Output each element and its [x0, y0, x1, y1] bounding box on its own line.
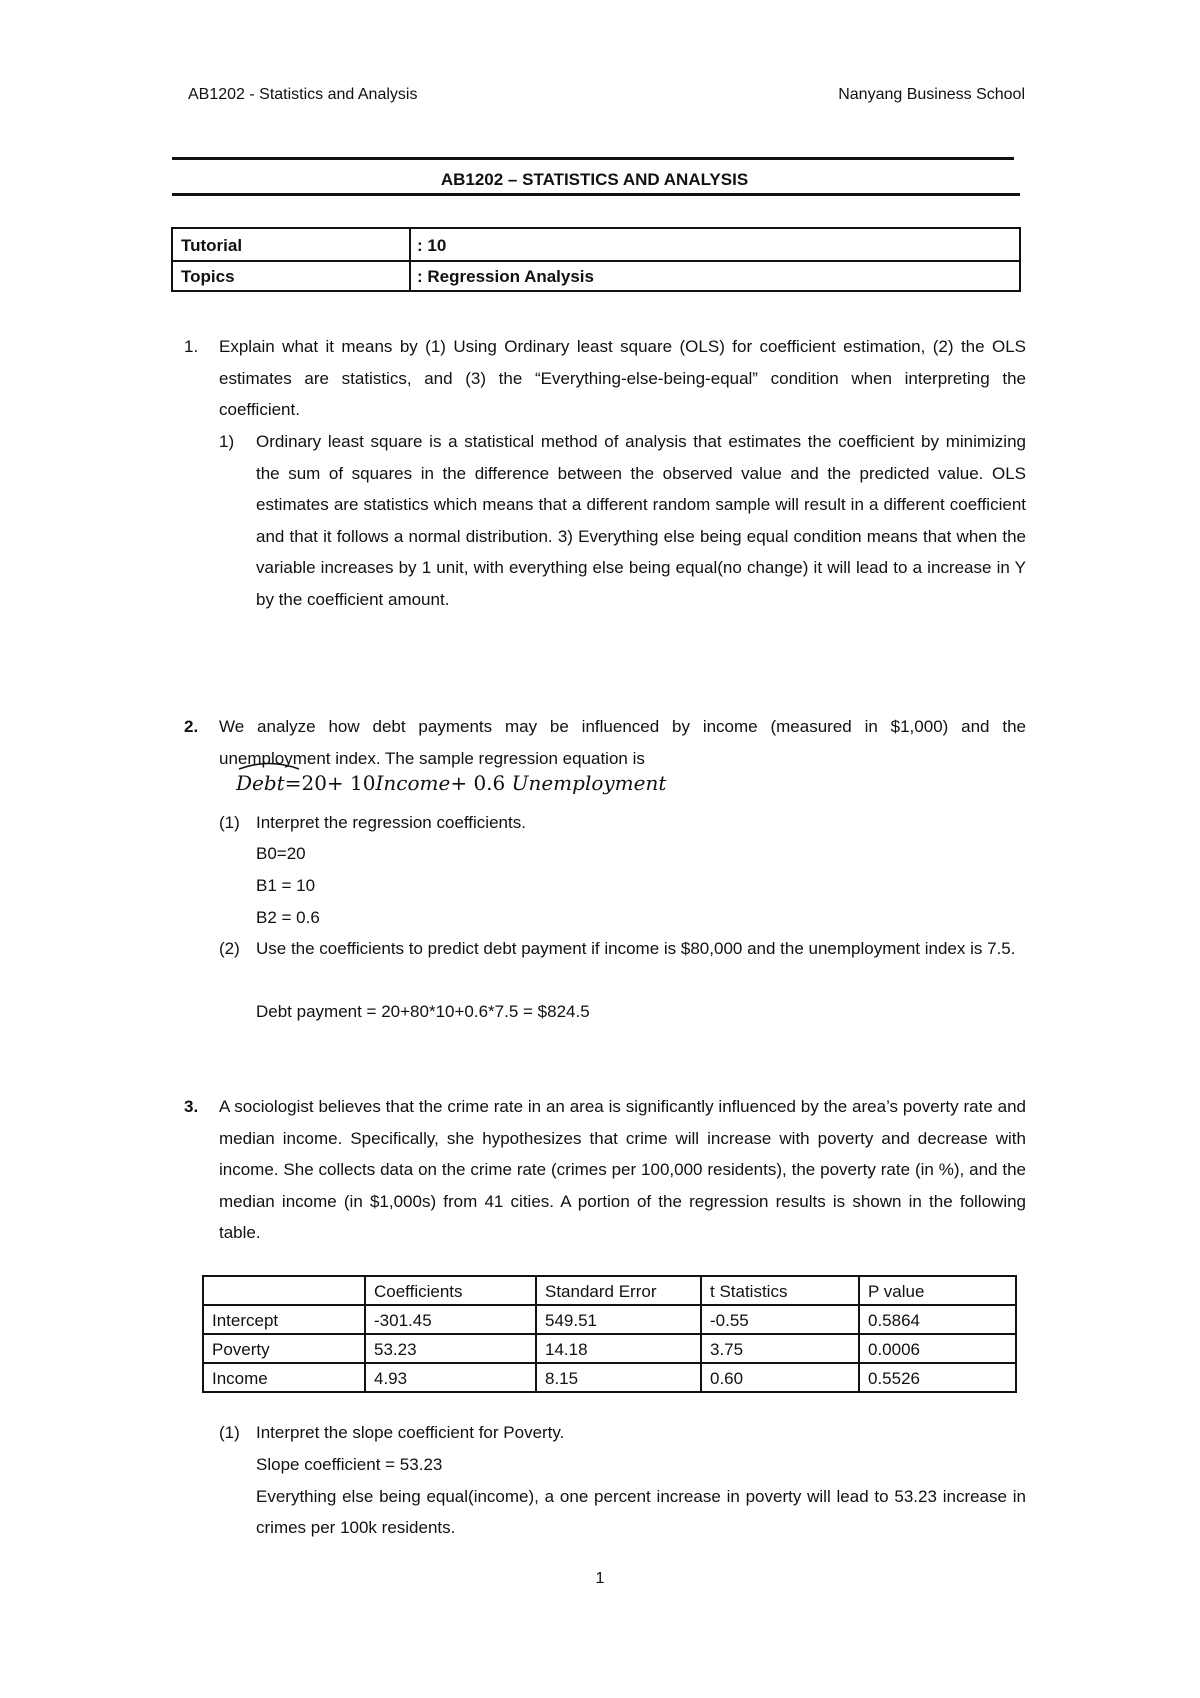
table-cell: -301.45	[365, 1305, 536, 1334]
header-school: Nanyang Business School	[838, 86, 1025, 103]
title-rule-bottom	[172, 193, 1020, 196]
topics-row	[173, 260, 1019, 291]
question-3-text: A sociologist believes that the crime rate in an area is significantly influenced by the area’s poverty rate and median income. Specifically, she hypothesizes that crime will increase with poverty and decrease with income. She collects data on the crime rate (crimes per 100,000 residents), the poverty rate (in %), and the median income (in $1,000s) from 41 cities. A portion of the regression results is shown in the following table.	[219, 1097, 1026, 1242]
document-title: AB1202 – STATISTICS AND ANALYSIS	[440, 170, 749, 189]
equation-intercept: =20+ 10	[284, 771, 376, 795]
debt-payment-answer: Debt payment = 20+80*10+0.6*7.5 = $824.5	[256, 1002, 590, 1021]
question-2-part-1-text: Interpret the regression coefficients.	[256, 813, 526, 832]
table-header-cell: P value	[859, 1276, 1016, 1305]
title-rule-top	[172, 157, 1014, 160]
question-2-part-1-number: (1)	[219, 813, 240, 832]
table-cell: Poverty	[203, 1334, 365, 1363]
table-header-cell: Standard Error	[536, 1276, 701, 1305]
table-row	[203, 1305, 1016, 1334]
topics-label: Topics	[181, 267, 235, 286]
question-3-number: 3.	[184, 1097, 199, 1116]
regression-equation	[236, 771, 666, 795]
question-1-number: 1.	[184, 337, 199, 356]
table-header-cell	[203, 1276, 365, 1305]
table-header-row	[203, 1276, 1016, 1305]
question-2	[184, 711, 1026, 774]
question-2-part-1	[219, 807, 1026, 839]
table-row	[203, 1334, 1016, 1363]
question-3-part-1	[219, 1417, 1026, 1449]
table-cell: 8.15	[536, 1363, 701, 1392]
table-cell: Income	[203, 1363, 365, 1392]
table-header-cell: Coefficients	[365, 1276, 536, 1305]
table-cell: 0.5526	[859, 1363, 1016, 1392]
slope-interpretation: Everything else being equal(income), a one percent increase in poverty will lead to 53.23 increase in crimes per 100k residents.	[256, 1486, 1026, 1537]
question-1-answer	[219, 426, 1026, 615]
header-course: AB1202 - Statistics and Analysis	[188, 86, 418, 103]
table-cell: 0.0006	[859, 1334, 1016, 1363]
question-3-part-1-number: (1)	[219, 1423, 240, 1442]
table-cell: 549.51	[536, 1305, 701, 1334]
question-3-part-1-text: Interpret the slope coefficient for Poverty.	[256, 1423, 565, 1442]
equation-mid: + 0.6	[450, 771, 512, 795]
page-number: 1	[595, 1570, 605, 1587]
question-2-part-2	[219, 933, 1026, 965]
table-cell: 4.93	[365, 1363, 536, 1392]
question-2-number: 2.	[184, 717, 199, 736]
table-cell: 53.23	[365, 1334, 536, 1363]
table-cell: 0.5864	[859, 1305, 1016, 1334]
table-cell: 3.75	[701, 1334, 859, 1363]
equation-var-unemployment: Unemployment	[511, 771, 667, 795]
tutorial-label: Tutorial	[181, 236, 243, 255]
question-2-part-2-number: (2)	[219, 939, 240, 958]
answer-b2: B2 = 0.6	[256, 908, 320, 927]
answer-b1: B1 = 10	[256, 876, 316, 895]
question-2-part-2-text: Use the coefficients to predict debt payment if income is $80,000 and the unemployment index is 7.5.	[256, 939, 1016, 958]
question-1-answer-text: Ordinary least square is a statistical method of analysis that estimates the coefficient by minimizing the sum of squares in the difference between the observed value and the predicted value. OLS estimates are statistics which means that a different random sample will result in a different coefficient and that it follows a normal distribution. 3) Everything else being equal condition means that when the variable increases by 1 unit, with everything else being equal(no change) it will lead to a increase in Y by the coefficient amount.	[256, 432, 1026, 609]
table-cell: 0.60	[701, 1363, 859, 1392]
answer-b0: B0=20	[256, 844, 306, 863]
running-header	[188, 86, 1025, 104]
question-1	[184, 331, 1026, 426]
question-3	[184, 1091, 1026, 1249]
tutorial-info-table	[171, 227, 1021, 292]
topics-value: : Regression Analysis	[417, 267, 594, 286]
question-1-answer-number: 1)	[219, 432, 235, 451]
slope-coefficient-line: Slope coefficient = 53.23	[256, 1455, 443, 1474]
table-cell: Intercept	[203, 1305, 365, 1334]
question-1-text: Explain what it means by (1) Using Ordinary least square (OLS) for coefficient estimation, (2) the OLS estimates are statistics, and (3) the “Everything-else-being-equal” condition when interpreting the coefficient.	[219, 337, 1026, 419]
equation-lhs: Debt	[236, 771, 285, 795]
table-cell: -0.55	[701, 1305, 859, 1334]
question-3-part-1-answer	[219, 1449, 1026, 1544]
table-row	[203, 1363, 1016, 1392]
tutorial-row	[173, 229, 1019, 262]
regression-results-table	[202, 1275, 1017, 1393]
table-cell: 14.18	[536, 1334, 701, 1363]
tutorial-value: : 10	[417, 236, 447, 255]
table-header-cell: t Statistics	[701, 1276, 859, 1305]
equation-var-income: Income	[375, 771, 451, 795]
question-2-text: We analyze how debt payments may be influenced by income (measured in $1,000) and the unemployment index. The sample regression equation is	[219, 717, 1026, 768]
hat-accent	[238, 761, 300, 771]
